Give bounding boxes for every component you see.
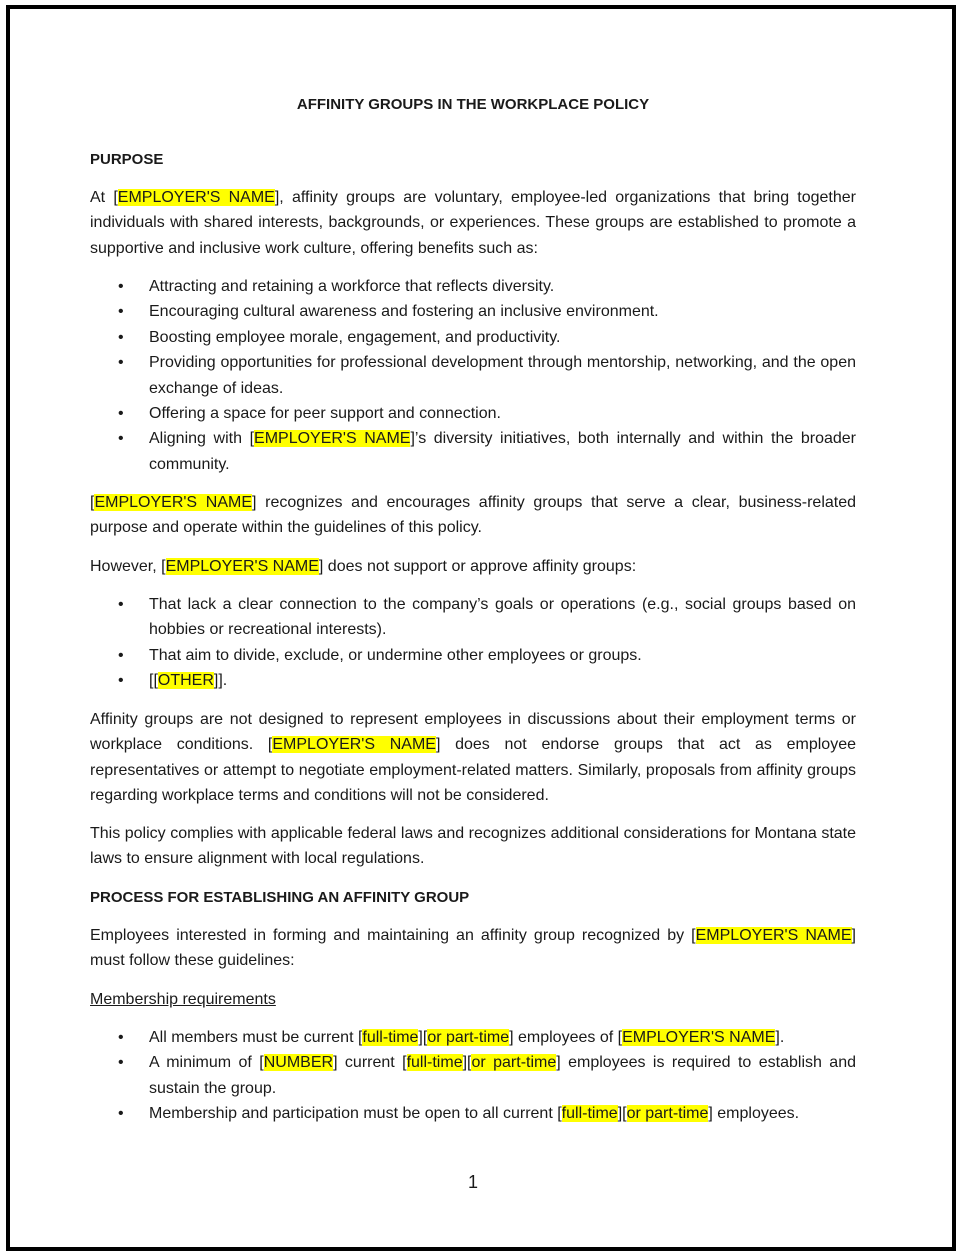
parttime-placeholder: or part-time [626, 1105, 709, 1123]
parttime-placeholder: or part-time [427, 1029, 510, 1046]
process-paragraph: Employees interested in forming and maintaining an affinity group recognized by [EMPLOYER'S NAME] must follow these guidelines: [90, 927, 856, 970]
list-item: • Providing opportunities for professional development through mentorship, networking, and the open exchange of ideas. [90, 350, 856, 401]
number-placeholder: NUMBER [263, 1054, 334, 1072]
employer-placeholder: EMPLOYER'S NAME [272, 736, 436, 754]
purpose-paragraph: At [EMPLOYER'S NAME], affinity groups are voluntary, employee-led organizations that bring together individuals with shared interests, backgrounds, or experiences. These groups are established to promote a supportive and inclusive work culture, offering benefits such as: [90, 189, 857, 257]
employer-placeholder: EMPLOYER'S NAME [254, 430, 411, 448]
list-item: • Aligning with [EMPLOYER'S NAME]’s diversity initiatives, both internally and within the broader community. [90, 426, 856, 477]
purpose-heading: PURPOSE [90, 151, 164, 168]
not-supported-list [90, 592, 856, 694]
fulltime-placeholder: full-time [561, 1105, 618, 1123]
fulltime-placeholder: full-time [362, 1029, 419, 1046]
recognition-paragraph: [EMPLOYER'S NAME] recognizes and encourages affinity groups that serve a clear, business-related purpose and operate within the guidelines of this policy. [90, 494, 857, 537]
list-item: • All members must be current [full-time][or part-time] employees of [EMPLOYER'S NAME]. [90, 1025, 856, 1050]
list-item: • That lack a clear connection to the company’s goals or operations (e.g., social groups based on hobbies or recreational interests). [90, 592, 856, 643]
employer-placeholder: EMPLOYER'S NAME [695, 927, 852, 944]
employer-placeholder: EMPLOYER'S NAME [117, 189, 275, 206]
employer-placeholder: EMPLOYER'S NAME [622, 1029, 776, 1046]
parttime-placeholder: or part-time [471, 1054, 557, 1072]
list-item: • A minimum of [NUMBER] current [full-time][or part-time] employees is required to establish and sustain the group. [90, 1050, 856, 1101]
list-item: • That aim to divide, exclude, or undermine other employees or groups. [90, 643, 856, 668]
list-item: • Offering a space for peer support and connection. [90, 401, 856, 426]
process-heading: PROCESS FOR ESTABLISHING AN AFFINITY GROUP [90, 889, 470, 906]
list-item: • Attracting and retaining a workforce that reflects diversity. [90, 274, 856, 299]
employer-placeholder: EMPLOYER'S NAME [94, 494, 252, 511]
list-item: • Membership and participation must be open to all current [full-time][or part-time] employees. [90, 1101, 856, 1126]
list-item: • [[OTHER]]. [90, 668, 856, 693]
page-number: 1 [467, 1172, 478, 1192]
benefits-list [90, 274, 856, 477]
document-title: AFFINITY GROUPS IN THE WORKPLACE POLICY [296, 96, 650, 113]
fulltime-placeholder: full-time [406, 1054, 463, 1072]
list-item: • Boosting employee morale, engagement, and productivity. [90, 325, 856, 350]
membership-heading: Membership requirements [90, 991, 276, 1008]
membership-list [90, 1025, 856, 1127]
list-item: • Encouraging cultural awareness and fostering an inclusive environment. [90, 299, 856, 324]
not-supported-intro: However, [EMPLOYER'S NAME] does not support or approve affinity groups: [90, 558, 637, 575]
compliance-paragraph: This policy complies with applicable federal laws and recognizes additional considerations for Montana state laws to ensure alignment with local regulations. [90, 825, 856, 868]
employer-placeholder: EMPLOYER'S NAME [165, 558, 319, 575]
representation-paragraph: Affinity groups are not designed to represent employees in discussions about their employment terms or workplace conditions. [EMPLOYER'S NAME] does not endorse groups that act as employee representatives or attempt to negotiate employment-related matters. Similarly, proposals from affinity groups regarding workplace terms and conditions will not be considered. [90, 711, 857, 805]
other-placeholder: OTHER [157, 672, 214, 690]
